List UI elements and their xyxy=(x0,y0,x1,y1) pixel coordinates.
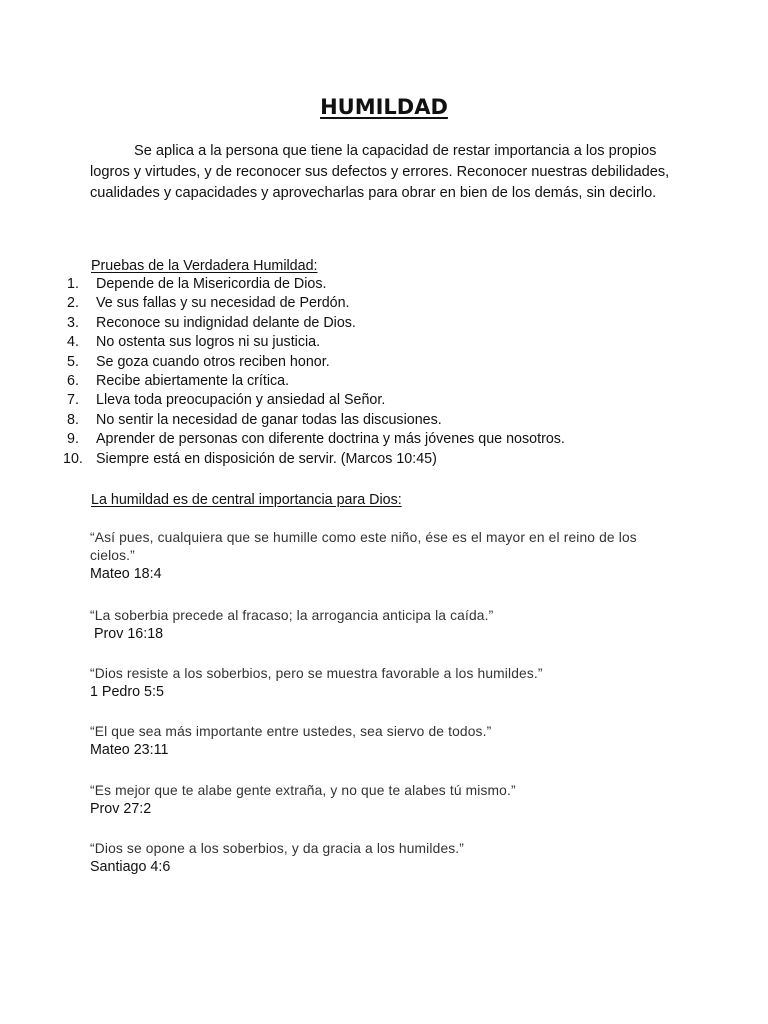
tests-list xyxy=(0,275,768,469)
list-number: 5. xyxy=(67,353,79,370)
list-number: 10. xyxy=(63,450,83,467)
list-text: Ve sus fallas y su necesidad de Perdón. xyxy=(96,295,350,312)
list-item xyxy=(0,333,768,352)
list-item xyxy=(0,411,768,430)
list-item xyxy=(0,450,768,469)
list-number: 7. xyxy=(67,392,79,409)
quote-block xyxy=(90,782,670,819)
list-item xyxy=(0,353,768,372)
page-title-text: HUMILDAD xyxy=(320,95,448,119)
quote-text: “Dios resiste a los soberbios, pero se muestra favorable a los humildes.” xyxy=(90,666,543,681)
list-number: 3. xyxy=(67,314,79,331)
importance-heading: La humildad es de central importancia para Dios: xyxy=(91,492,402,508)
list-number: 6. xyxy=(67,372,79,389)
list-item xyxy=(0,314,768,333)
quote-text: “La soberbia precede al fracaso; la arrogancia anticipa la caída.” xyxy=(90,608,494,623)
list-text: Depende de la Misericordia de Dios. xyxy=(96,276,327,292)
quote-reference: Santiago 4:6 xyxy=(90,859,171,875)
quote-block xyxy=(90,840,670,877)
quote-text: “Es mejor que te alabe gente extraña, y no que te alabes tú mismo.” xyxy=(90,783,516,798)
intro-text: Se aplica a la persona que tiene la capacidad de restar importancia a los propios logros y virtudes, y de reconocer sus defectos y errores. Reconocer nuestras debilidades, cualidades y capacidades y aprovecharlas para obrar en bien de los demás, sin decirlo. xyxy=(90,143,670,201)
list-item xyxy=(0,372,768,391)
tests-heading: Pruebas de la Verdadera Humildad: xyxy=(91,258,318,274)
quote-block xyxy=(90,607,670,644)
quote-block xyxy=(90,529,670,584)
quote-text: “El que sea más importante entre ustedes, sea siervo de todos.” xyxy=(90,724,492,739)
quote-reference: Prov 27:2 xyxy=(90,801,152,817)
list-item xyxy=(0,275,768,294)
quote-block xyxy=(90,723,670,760)
quote-reference: Prov 16:18 xyxy=(90,626,164,642)
list-text: Lleva toda preocupación y ansiedad al Señor. xyxy=(96,392,386,409)
list-number: 1. xyxy=(67,276,79,292)
quote-text: “Dios se opone a los soberbios, y da gracia a los humildes.” xyxy=(90,841,465,856)
list-item xyxy=(0,430,768,449)
list-number: 8. xyxy=(67,411,79,428)
intro-paragraph xyxy=(90,141,690,204)
quote-text-continued: cielos.” xyxy=(90,548,135,563)
quote-reference: 1 Pedro 5:5 xyxy=(90,684,164,700)
list-text: Siempre está en disposición de servir. (Marcos 10:45) xyxy=(96,450,437,467)
list-text: No sentir la necesidad de ganar todas las discusiones. xyxy=(96,411,442,428)
quote-block xyxy=(90,665,670,702)
list-text: No ostenta sus logros ni su justicia. xyxy=(96,334,321,351)
list-number: 9. xyxy=(67,431,79,448)
list-item xyxy=(0,294,768,313)
quote-reference: Mateo 23:11 xyxy=(90,742,169,758)
list-text: Reconoce su indignidad delante de Dios. xyxy=(96,314,356,331)
list-text: Recibe abiertamente la crítica. xyxy=(96,372,290,389)
list-item xyxy=(0,391,768,410)
list-number: 4. xyxy=(67,334,79,351)
list-text: Se goza cuando otros reciben honor. xyxy=(96,353,330,370)
list-text: Aprender de personas con diferente doctrina y más jóvenes que nosotros. xyxy=(96,431,565,448)
list-number: 2. xyxy=(67,295,79,312)
quote-reference: Mateo 18:4 xyxy=(90,566,162,582)
quote-text: “Así pues, cualquiera que se humille como este niño, ése es el mayor en el reino de los xyxy=(90,530,637,545)
page-title xyxy=(0,95,768,119)
